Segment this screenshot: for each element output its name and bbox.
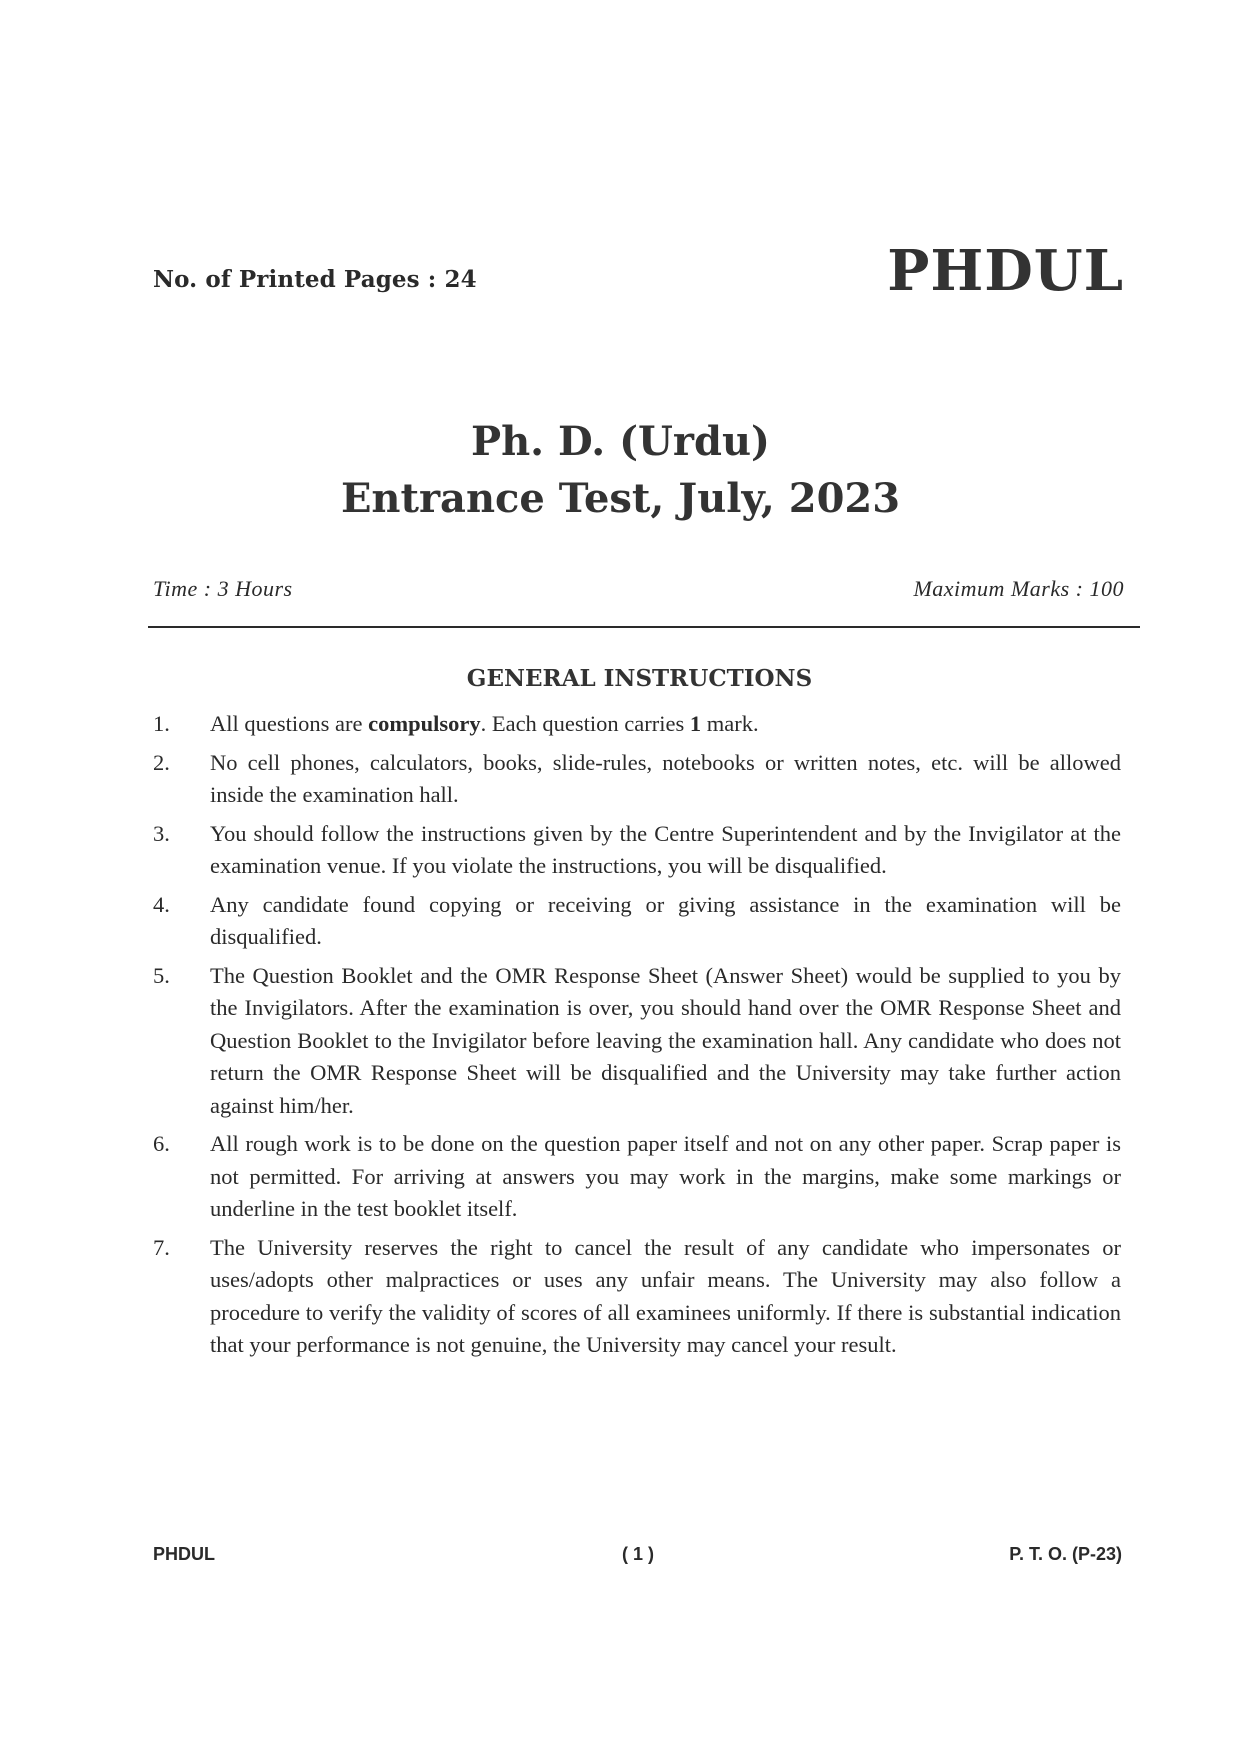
instruction-number: 4. [153, 891, 170, 917]
instruction-number: 3. [153, 820, 170, 846]
time-allowed: Time : 3 Hours [153, 576, 293, 601]
emphasis-mark-count: 1 [689, 711, 702, 736]
instruction-item [153, 818, 1121, 883]
instruction-item [153, 1232, 1121, 1362]
instruction-text: The Question Booklet and the OMR Response Sheet (Answer Sheet) would be supplied to you by the Invigilators. After the examination is over, you should hand over the OMR Response Sheet and Question Booklet to the Invigilator before leaving the examination hall. Any candidate who does not return the OMR Response Sheet will be disqualified and the University may take further action against him/her. [210, 962, 1121, 1118]
instruction-text: All questions are compulsory. Each question carries 1 mark. [210, 711, 759, 736]
instruction-number: 1. [153, 711, 170, 736]
instruction-number: 5. [153, 962, 170, 988]
instruction-number: 7. [153, 1234, 170, 1260]
instructions-list [153, 708, 1121, 1368]
footer-paper-code: PHDUL [153, 1544, 215, 1564]
exam-title: Ph. D. (Urdu) [471, 418, 770, 465]
instruction-text: Any candidate found copying or receiving or giving assistance in the examination will be disqualified. [210, 891, 1121, 949]
please-turn-over: P. T. O. (P-23) [1009, 1544, 1122, 1564]
page-number: ( 1 ) [621, 1544, 654, 1564]
emphasis-compulsory: compulsory [368, 711, 481, 736]
instruction-number: 6. [153, 1131, 170, 1156]
instruction-item [153, 708, 1121, 741]
instruction-item [153, 747, 1121, 812]
instructions-heading: GENERAL INSTRUCTIONS [466, 665, 813, 692]
printed-pages-count: No. of Printed Pages : 24 [153, 266, 477, 293]
instruction-text: No cell phones, calculators, books, slide-rules, notebooks or written notes, etc. will be allowed inside the examination hall. [210, 749, 1121, 807]
instruction-text: All rough work is to be done on the question paper itself and not on any other paper. Scrap paper is not permitted. For arriving at answers you may work in the margins, make some markings or underline in the test booklet itself. [210, 1131, 1121, 1221]
instruction-text: You should follow the instructions given by the Centre Superintendent and by the Invigilator at the examination venue. If you violate the instructions, you will be disqualified. [210, 820, 1121, 878]
instruction-number: 2. [153, 749, 170, 775]
exam-subtitle: Entrance Test, July, 2023 [340, 475, 901, 522]
instruction-item [153, 889, 1121, 954]
paper-code: PHDUL [887, 238, 1124, 304]
instruction-item [153, 1128, 1121, 1226]
instruction-item [153, 960, 1121, 1123]
instruction-text: The University reserves the right to cancel the result of any candidate who impersonates or uses/adopts other malpractices or uses any unfair means. The University may also follow a procedure to verify the validity of scores of all examinees uniformly. If there is substantial indication that your performance is not genuine, the University may cancel your result. [210, 1234, 1121, 1357]
header-divider [148, 626, 1140, 628]
maximum-marks: Maximum Marks : 100 [913, 576, 1124, 601]
